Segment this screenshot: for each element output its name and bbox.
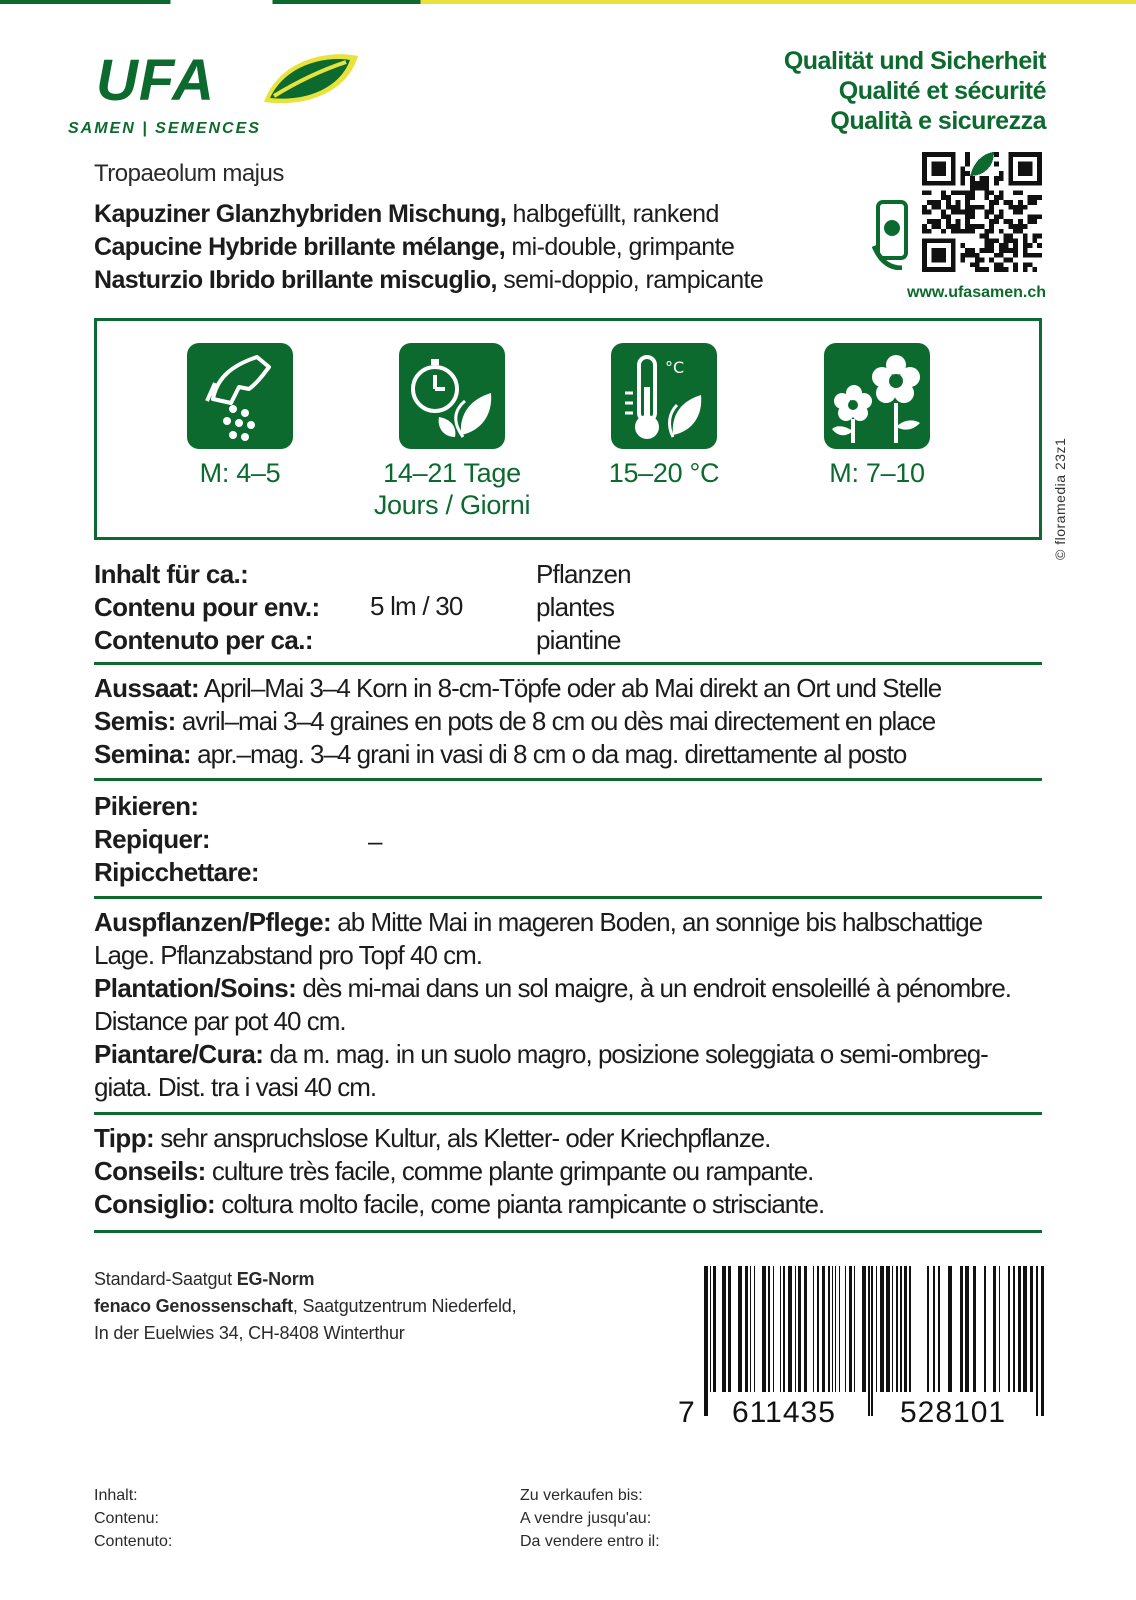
divider	[94, 778, 1042, 781]
product-name-it: Nasturzio Ibrido brillante miscuglio, semi-doppio, rampicante	[94, 266, 764, 294]
footer-sell-by-labels	[520, 1484, 660, 1553]
temperature-label: 15–20 °C	[608, 458, 720, 488]
planting-fr-line1: Plantation/Soins: dès mi-mai dans un sol maigre, à un endroit ensoleillé à pénombre.	[94, 973, 1012, 1003]
product-name-de: Kapuziner Glanzhybriden Mischung, halbgefüllt, rankend	[94, 200, 719, 228]
contents-label-it: Contenuto per ca.:	[94, 625, 313, 655]
seed-standard: Standard-Saatgut EG-Norm	[94, 1269, 315, 1289]
smartphone-icon	[872, 198, 912, 270]
pricking-section	[94, 790, 259, 889]
contents-label-fr: Contenu pour env.:	[94, 592, 320, 622]
brand-logo-text: UFA	[96, 48, 215, 113]
germination-days-translation: Jours / Giorni	[373, 490, 531, 520]
barcode-right-digits: 528101	[900, 1396, 1007, 1429]
tip-it: Consiglio: coltura molto facile, come pianta rampicante o strisciante.	[94, 1189, 825, 1219]
qr-code[interactable]	[922, 152, 1042, 272]
latin-name: Tropaeolum majus	[94, 160, 284, 187]
product-name-fr: Capucine Hybride brillante mélange, mi-double, grimpante	[94, 233, 735, 261]
contents-unit-it: piantine	[536, 625, 621, 655]
footer-content-it: Contenuto:	[94, 1533, 173, 1550]
leaf-logo-icon	[260, 50, 360, 108]
sowing-label: M: 4–5	[199, 458, 281, 488]
contents-unit-de: Pflanzen	[536, 559, 631, 589]
tip-de: Tipp: sehr anspruchslose Kultur, als Kletter- oder Kriechpflanze.	[94, 1123, 771, 1153]
pricking-value: –	[368, 826, 383, 856]
divider	[94, 896, 1042, 899]
quality-line-de: Qualität und Sicherheit	[783, 47, 1046, 75]
planting-section	[94, 906, 1011, 1104]
barcode-first-digit: 7	[678, 1396, 696, 1429]
brand-subtitle: SAMEN | SEMENCES	[68, 120, 261, 137]
barcode-left-digits: 611435	[732, 1396, 836, 1429]
contents-unit-fr: plantes	[536, 592, 615, 622]
contents-value: 5 lm / 30	[370, 591, 463, 621]
barcode	[704, 1266, 1044, 1416]
sowing-section	[94, 672, 941, 771]
footer-sellby-it: Da vendere entro il:	[520, 1533, 660, 1550]
divider	[94, 1112, 1042, 1115]
cultivation-icons-box	[94, 318, 1042, 540]
svg-text:°C: °C	[665, 358, 685, 377]
contents-labels	[94, 558, 320, 657]
germination-label	[342, 457, 562, 521]
thermometer-icon	[611, 343, 717, 449]
side-credit-text: © floramedia 23z1	[1052, 437, 1068, 560]
contents-units	[536, 558, 631, 657]
footer-content-labels	[94, 1484, 172, 1553]
planting-fr-line2: Distance par pot 40 cm.	[94, 1006, 346, 1036]
planting-de-line1: Auspflanzen/Pflege: ab Mitte Mai in mageren Boden, an sonnige bis halbschattige	[94, 907, 983, 937]
divider	[94, 662, 1042, 665]
flowers-icon	[824, 343, 930, 449]
flowering-label: M: 7–10	[829, 458, 925, 488]
pricking-label-fr: Repiquer:	[94, 824, 210, 854]
germination-timer-icon	[399, 343, 505, 449]
side-credit	[1048, 330, 1078, 560]
footer-content-fr: Contenu:	[94, 1510, 159, 1527]
germination-days: 14–21 Tage	[383, 458, 521, 488]
footer-sellby-de: Zu verkaufen bis:	[520, 1487, 643, 1504]
divider	[94, 1230, 1042, 1233]
sowing-fr: Semis: avril–mai 3–4 graines en pots de 8 cm ou dès mai directement en place	[94, 706, 936, 736]
contents-label-de: Inhalt für ca.:	[94, 559, 249, 589]
producer-info	[94, 1266, 516, 1347]
tip-fr: Conseils: culture très facile, comme plante grimpante ou rampante.	[94, 1156, 814, 1186]
quality-line-it: Qualità e sicurezza	[830, 107, 1046, 135]
pricking-label-it: Ripicchettare:	[94, 857, 259, 887]
website-link[interactable]: www.ufasamen.ch	[907, 284, 1046, 301]
footer-content-de: Inhalt:	[94, 1487, 138, 1504]
planting-it-line2: giata. Dist. tra i vasi 40 cm.	[94, 1072, 377, 1102]
pricking-label-de: Pikieren:	[94, 791, 199, 821]
quality-statement	[784, 46, 1046, 136]
company-name: fenaco Genossenschaft, Saatgutzentrum Niederfeld,	[94, 1296, 517, 1316]
product-names	[94, 198, 763, 297]
footer-sellby-fr: A vendre jusqu'au:	[520, 1510, 652, 1527]
quality-line-fr: Qualité et sécurité	[838, 77, 1046, 105]
tips-section	[94, 1122, 824, 1221]
sowing-de: Aussaat: April–Mai 3–4 Korn in 8-cm-Töpfe oder ab Mai direkt an Ort und Stelle	[94, 673, 942, 703]
planting-de-line2: Lage. Pflanzabstand pro Topf 40 cm.	[94, 940, 483, 970]
top-color-strip	[0, 0, 1136, 4]
sowing-it: Semina: apr.–mag. 3–4 grani in vasi di 8 cm o da mag. direttamente al posto	[94, 739, 907, 769]
company-address: In der Euelwies 34, CH-8408 Winterthur	[94, 1323, 405, 1343]
planting-it-line1: Piantare/Cura: da m. mag. in un suolo magro, posizione soleggiata o semi-ombreg-	[94, 1039, 988, 1069]
sowing-hand-icon	[187, 343, 293, 449]
